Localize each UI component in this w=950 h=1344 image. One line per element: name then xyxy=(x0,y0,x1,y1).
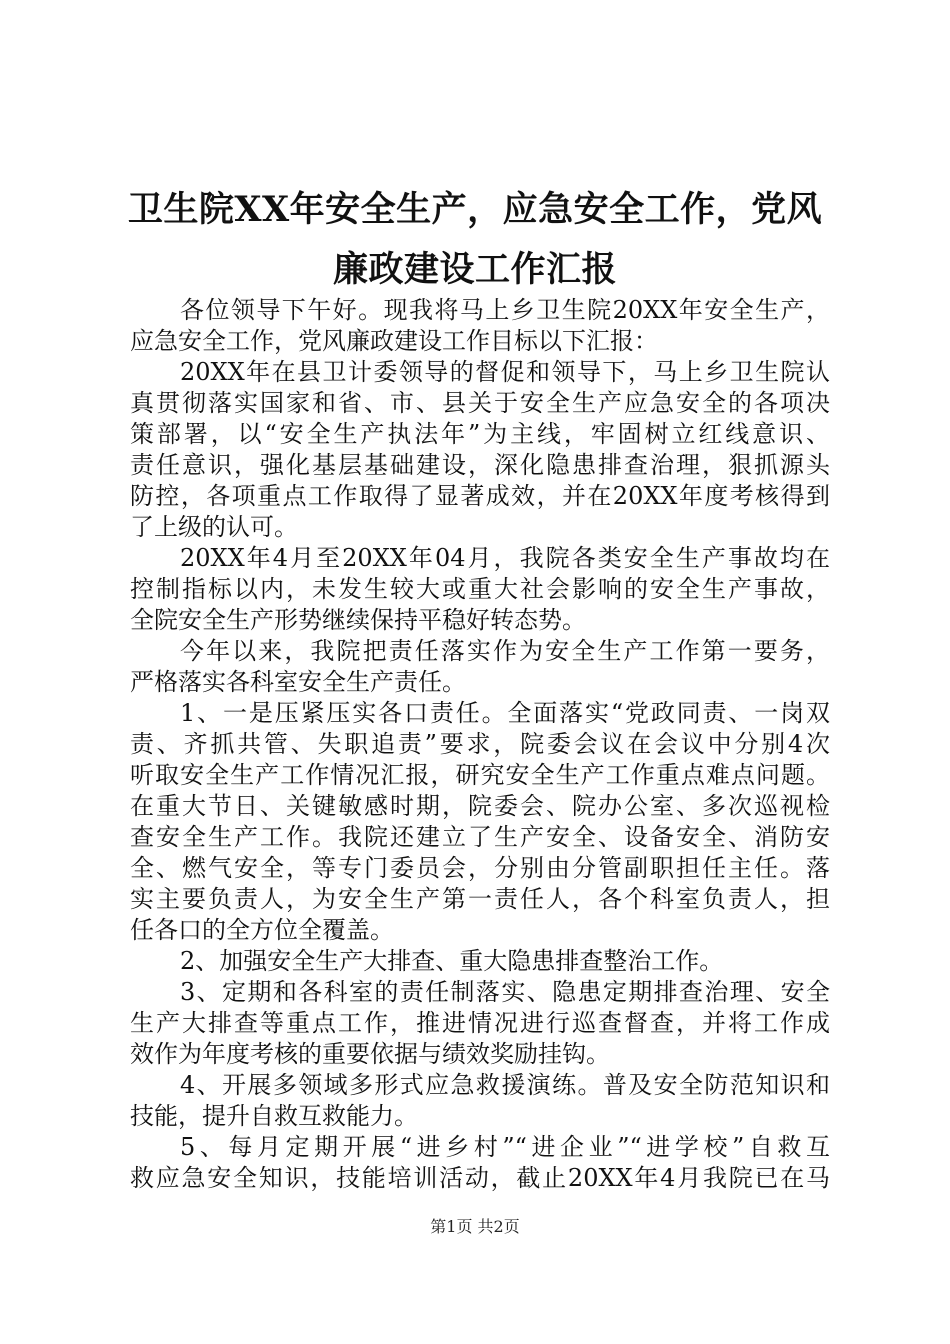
body-line: 责、齐抓共管、失职追责”要求，院委会议在会议中分别4次 xyxy=(130,730,830,758)
page-footer: 第1页 共2页 xyxy=(430,1217,520,1236)
body-line: 严格落实各科室安全生产责任。 xyxy=(130,668,466,696)
document-title-line-1: 卫生院XX年安全生产，应急安全工作，党风 xyxy=(127,189,823,230)
body-line: 查安全生产工作。我院还建立了生产安全、设备安全、消防安 xyxy=(130,823,830,851)
body-line: 生产大排查等重点工作，推进情况进行巡查督查，并将工作成 xyxy=(130,1009,830,1037)
body-line: 责任意识，强化基层基础建设，深化隐患排查治理，狠抓源头 xyxy=(130,451,830,479)
document-title-line-2: 廉政建设工作汇报 xyxy=(332,249,617,290)
body-line: 控制指标以内，未发生较大或重大社会影响的安全生产事故， xyxy=(130,575,830,603)
body-line: 听取安全生产工作情况汇报，研究安全生产工作重点难点问题。 xyxy=(130,761,830,789)
body-line: 在重大节日、关键敏感时期，院委会、院办公室、多次巡视检 xyxy=(130,792,830,820)
body-line: 各位领导下午好。现我将马上乡卫生院20XX年安全生产， xyxy=(180,296,830,324)
body-line: 20XX年4月至20XX年04月，我院各类安全生产事故均在 xyxy=(180,544,830,572)
body-line: 2、加强安全生产大排查、重大隐患排查整治工作。 xyxy=(180,947,724,975)
body-line: 全院安全生产形势继续保持平稳好转态势。 xyxy=(130,606,586,634)
body-line: 策部署，以“安全生产执法年”为主线，牢固树立红线意识、 xyxy=(130,420,830,448)
body-line: 今年以来，我院把责任落实作为安全生产工作第一要务， xyxy=(180,637,830,665)
document-body xyxy=(130,295,830,1194)
body-line: 任各口的全方位全覆盖。 xyxy=(130,916,394,944)
body-line: 了上级的认可。 xyxy=(130,513,298,541)
body-line: 应急安全工作，党风廉政建设工作目标以下汇报： xyxy=(130,327,658,355)
body-line: 5、每月定期开展“进乡村”“进企业”“进学校”自救互 xyxy=(180,1133,830,1161)
body-line: 20XX年在县卫计委领导的督促和领导下，马上乡卫生院认 xyxy=(180,358,830,386)
body-line: 3、定期和各科室的责任制落实、隐患定期排查治理、安全 xyxy=(180,978,830,1006)
body-line: 效作为年度考核的重要依据与绩效奖励挂钩。 xyxy=(130,1040,610,1068)
body-line: 防控，各项重点工作取得了显著成效，并在20XX年度考核得到 xyxy=(130,482,830,510)
body-line: 真贯彻落实国家和省、市、县关于安全生产应急安全的各项决 xyxy=(130,389,830,417)
body-line: 4、开展多领域多形式应急救援演练。普及安全防范知识和 xyxy=(180,1071,830,1099)
body-line: 全、燃气安全，等专门委员会，分别由分管副职担任主任。落 xyxy=(130,854,830,882)
body-line: 1、一是压紧压实各口责任。全面落实“党政同责、一岗双 xyxy=(180,699,830,727)
body-line: 实主要负责人，为安全生产第一责任人，各个科室负责人，担 xyxy=(130,885,830,913)
body-line: 技能，提升自救互救能力。 xyxy=(130,1102,418,1130)
body-line: 救应急安全知识，技能培训活动，截止20XX年4月我院已在马 xyxy=(130,1164,830,1192)
